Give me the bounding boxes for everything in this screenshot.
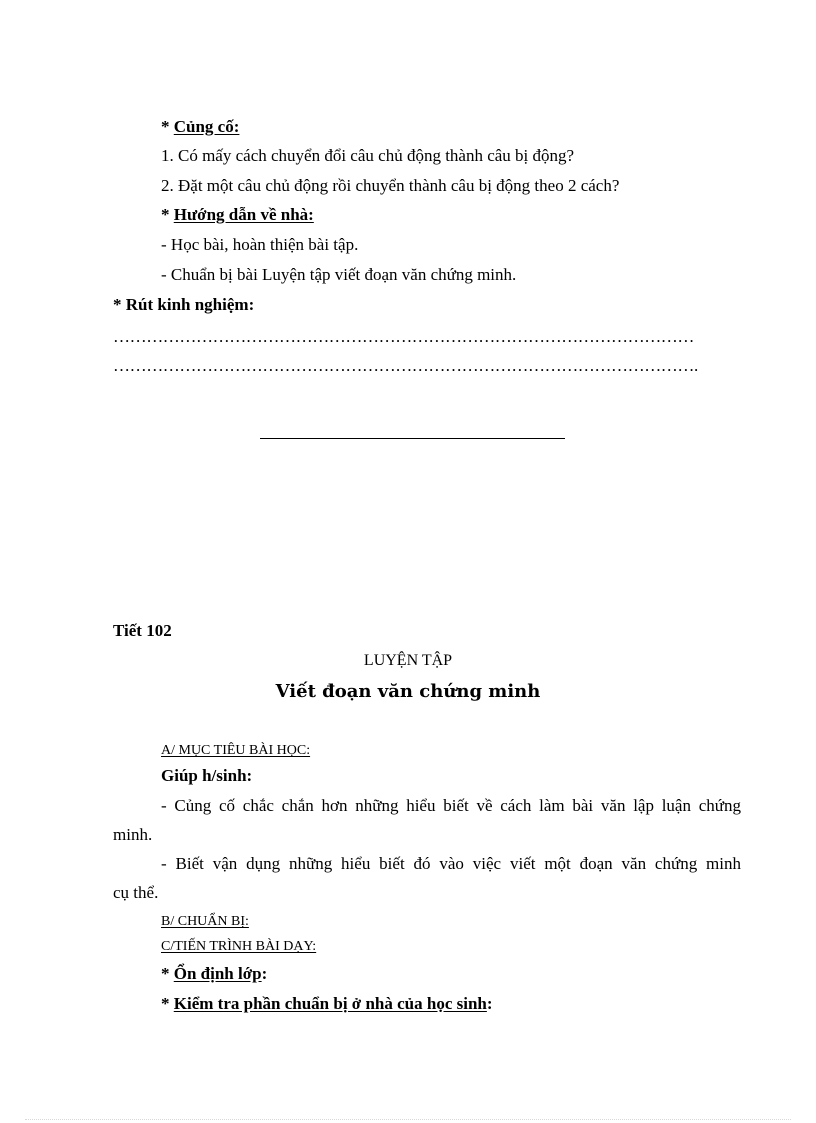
homework-heading: Hướng dẫn về nhà:: [173, 205, 314, 224]
check-line: [161, 993, 493, 1015]
lesson-title: LUYỆN TẬP: [363, 652, 453, 669]
section-divider: [260, 438, 565, 439]
goal-2-line-2: cụ thể.: [113, 883, 159, 902]
review-question-2: 2. Đặt một câu chủ động rồi chuyển thành câu bị động theo 2 cách?: [161, 176, 620, 195]
goal-1-line-2: minh.: [113, 825, 153, 844]
help-label: Giúp h/sinh:: [161, 766, 253, 785]
check-colon: :: [486, 994, 493, 1013]
goal-1-line-1: - Củng cố chắc chắn hơn những hiểu biết về cách làm bài văn lập luận chứng: [161, 796, 741, 815]
section-c-heading: C/TIẾN TRÌNH BÀI DẠY:: [161, 939, 317, 954]
period-label: Tiết 102: [113, 621, 172, 640]
section-b-heading: B/ CHUẨN BỊ:: [161, 914, 249, 929]
review-heading-line: [161, 116, 239, 138]
experience-dots-1: ……………………………………………………………………………………………: [113, 327, 695, 346]
experience-dots-2: …………………………………………………………………………………………….: [113, 356, 698, 375]
homework-star: *: [161, 205, 174, 224]
goal-2-line-1: - Biết vận dụng những hiểu biết đó vào việc viết một đoạn văn chứng minh: [161, 854, 741, 873]
experience-heading: * Rút kinh nghiệm:: [113, 295, 255, 314]
review-star: *: [161, 117, 174, 136]
homework-heading-line: [161, 204, 314, 226]
stabilize-colon: :: [261, 964, 268, 983]
check-star: *: [161, 994, 174, 1013]
stabilize-heading: Ổn định lớp: [173, 964, 262, 983]
check-heading: Kiểm tra phần chuẩn bị ở nhà của học sinh: [173, 994, 487, 1013]
stabilize-line: [161, 963, 267, 985]
stabilize-star: *: [161, 964, 174, 983]
review-heading: Củng cố:: [173, 117, 240, 136]
lesson-subtitle: Viết đoạn văn chứng minh: [275, 681, 541, 702]
section-a-heading: A/ MỤC TIÊU BÀI HỌC:: [161, 743, 311, 758]
review-question-1: 1. Có mấy cách chuyển đổi câu chủ động thành câu bị động?: [161, 146, 575, 165]
page-bottom-border: [25, 1119, 791, 1120]
homework-item-2: - Chuẩn bị bài Luyện tập viết đoạn văn chứng minh.: [161, 265, 517, 284]
homework-item-1: - Học bài, hoàn thiện bài tập.: [161, 235, 359, 254]
